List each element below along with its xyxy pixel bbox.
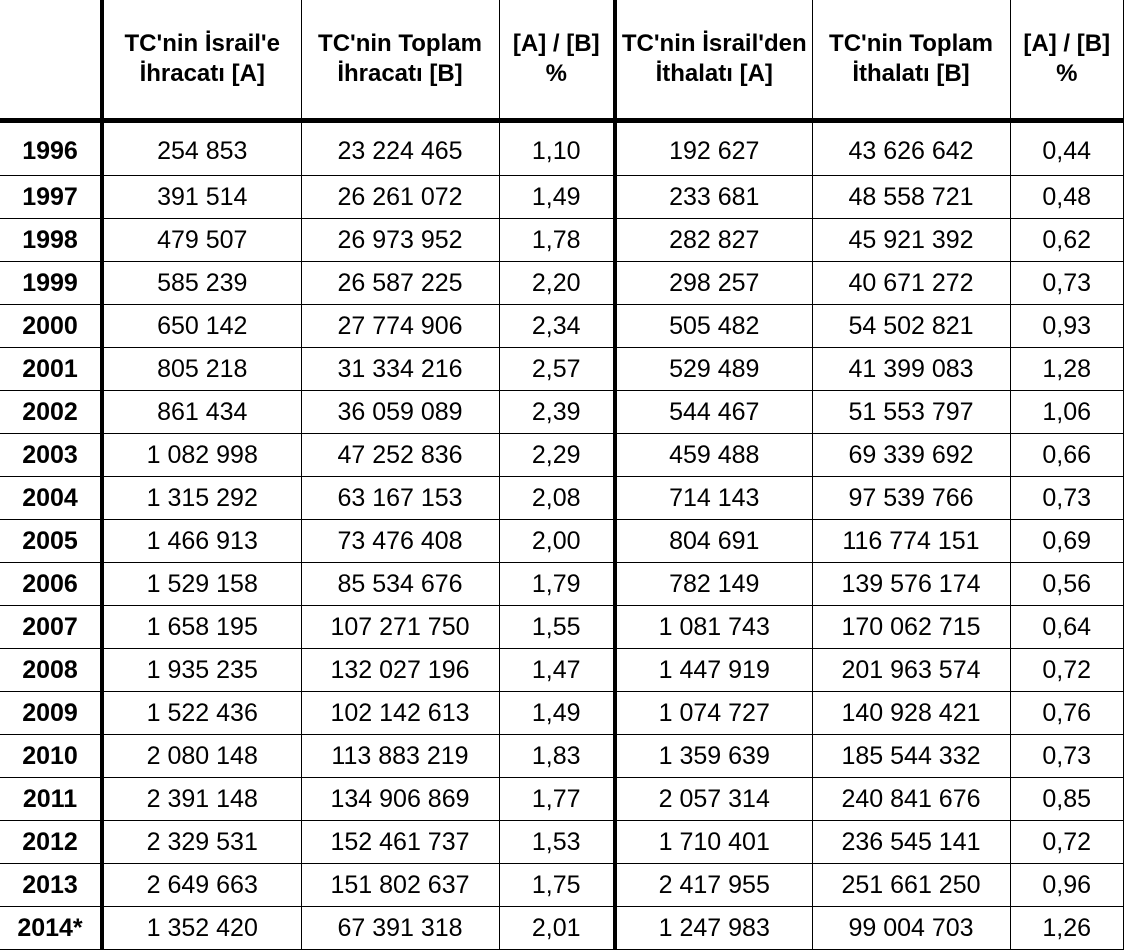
cell-total-export: 152 461 737 xyxy=(301,821,499,864)
cell-import-from-israel: 233 681 xyxy=(615,176,812,219)
cell-year: 2006 xyxy=(0,563,102,606)
table-row xyxy=(0,606,1124,649)
cell-year: 2005 xyxy=(0,520,102,563)
cell-export-ratio: 2,20 xyxy=(499,262,615,305)
cell-total-import: 41 399 083 xyxy=(812,348,1010,391)
table-body xyxy=(0,121,1124,950)
cell-import-from-israel: 1 359 639 xyxy=(615,735,812,778)
cell-total-export: 85 534 676 xyxy=(301,563,499,606)
header-import-from-israel: TC'nin İsrail'den İthalatı [A] xyxy=(615,0,812,121)
table-row xyxy=(0,692,1124,735)
cell-year: 2011 xyxy=(0,778,102,821)
header-export-to-israel: TC'nin İsrail'e İhracatı [A] xyxy=(102,0,301,121)
cell-total-import: 69 339 692 xyxy=(812,434,1010,477)
cell-total-import: 43 626 642 xyxy=(812,121,1010,176)
cell-import-ratio: 0,62 xyxy=(1010,219,1124,262)
cell-total-import: 97 539 766 xyxy=(812,477,1010,520)
cell-year: 2004 xyxy=(0,477,102,520)
cell-export-ratio: 2,01 xyxy=(499,907,615,950)
cell-import-from-israel: 282 827 xyxy=(615,219,812,262)
cell-total-import: 185 544 332 xyxy=(812,735,1010,778)
cell-import-from-israel: 1 710 401 xyxy=(615,821,812,864)
cell-total-export: 27 774 906 xyxy=(301,305,499,348)
cell-total-import: 170 062 715 xyxy=(812,606,1010,649)
cell-import-ratio: 0,73 xyxy=(1010,262,1124,305)
cell-import-ratio: 0,44 xyxy=(1010,121,1124,176)
cell-import-from-israel: 544 467 xyxy=(615,391,812,434)
cell-export-to-israel: 585 239 xyxy=(102,262,301,305)
cell-export-ratio: 2,00 xyxy=(499,520,615,563)
cell-year: 2007 xyxy=(0,606,102,649)
header-export-ratio: [A] / [B] % xyxy=(499,0,615,121)
cell-year: 2000 xyxy=(0,305,102,348)
cell-export-ratio: 1,10 xyxy=(499,121,615,176)
cell-year: 1997 xyxy=(0,176,102,219)
cell-import-ratio: 1,06 xyxy=(1010,391,1124,434)
cell-import-from-israel: 505 482 xyxy=(615,305,812,348)
cell-export-ratio: 1,49 xyxy=(499,176,615,219)
cell-total-export: 107 271 750 xyxy=(301,606,499,649)
cell-total-import: 251 661 250 xyxy=(812,864,1010,907)
cell-total-export: 151 802 637 xyxy=(301,864,499,907)
header-total-import: TC'nin Toplam İthalatı [B] xyxy=(812,0,1010,121)
cell-import-from-israel: 2 417 955 xyxy=(615,864,812,907)
cell-total-import: 201 963 574 xyxy=(812,649,1010,692)
table-row xyxy=(0,434,1124,477)
cell-export-to-israel: 650 142 xyxy=(102,305,301,348)
cell-total-export: 26 587 225 xyxy=(301,262,499,305)
cell-total-import: 140 928 421 xyxy=(812,692,1010,735)
cell-export-ratio: 1,47 xyxy=(499,649,615,692)
cell-total-import: 139 576 174 xyxy=(812,563,1010,606)
table-row xyxy=(0,176,1124,219)
cell-export-to-israel: 1 315 292 xyxy=(102,477,301,520)
table-row xyxy=(0,219,1124,262)
cell-year: 2002 xyxy=(0,391,102,434)
table-row xyxy=(0,305,1124,348)
cell-export-to-israel: 2 391 148 xyxy=(102,778,301,821)
cell-total-export: 26 973 952 xyxy=(301,219,499,262)
cell-export-to-israel: 1 658 195 xyxy=(102,606,301,649)
cell-total-import: 54 502 821 xyxy=(812,305,1010,348)
table-row xyxy=(0,348,1124,391)
cell-export-ratio: 2,57 xyxy=(499,348,615,391)
cell-export-ratio: 2,29 xyxy=(499,434,615,477)
cell-year: 2013 xyxy=(0,864,102,907)
cell-import-from-israel: 804 691 xyxy=(615,520,812,563)
cell-export-to-israel: 2 329 531 xyxy=(102,821,301,864)
cell-import-from-israel: 1 081 743 xyxy=(615,606,812,649)
cell-import-from-israel: 1 074 727 xyxy=(615,692,812,735)
cell-import-from-israel: 459 488 xyxy=(615,434,812,477)
cell-total-export: 67 391 318 xyxy=(301,907,499,950)
table-row xyxy=(0,477,1124,520)
cell-year: 2014* xyxy=(0,907,102,950)
cell-export-ratio: 2,39 xyxy=(499,391,615,434)
header-import-ratio: [A] / [B] % xyxy=(1010,0,1124,121)
cell-export-ratio: 2,08 xyxy=(499,477,615,520)
cell-total-export: 134 906 869 xyxy=(301,778,499,821)
cell-export-to-israel: 1 082 998 xyxy=(102,434,301,477)
cell-export-to-israel: 1 529 158 xyxy=(102,563,301,606)
cell-export-to-israel: 805 218 xyxy=(102,348,301,391)
cell-import-from-israel: 2 057 314 xyxy=(615,778,812,821)
cell-export-to-israel: 391 514 xyxy=(102,176,301,219)
cell-import-ratio: 1,28 xyxy=(1010,348,1124,391)
cell-total-import: 40 671 272 xyxy=(812,262,1010,305)
cell-import-from-israel: 529 489 xyxy=(615,348,812,391)
cell-export-to-israel: 2 649 663 xyxy=(102,864,301,907)
cell-export-ratio: 1,83 xyxy=(499,735,615,778)
cell-total-import: 51 553 797 xyxy=(812,391,1010,434)
table-row xyxy=(0,262,1124,305)
cell-year: 2003 xyxy=(0,434,102,477)
cell-total-import: 240 841 676 xyxy=(812,778,1010,821)
cell-total-export: 132 027 196 xyxy=(301,649,499,692)
cell-import-ratio: 0,66 xyxy=(1010,434,1124,477)
cell-export-ratio: 1,55 xyxy=(499,606,615,649)
cell-export-to-israel: 254 853 xyxy=(102,121,301,176)
header-year xyxy=(0,0,102,121)
cell-total-import: 116 774 151 xyxy=(812,520,1010,563)
cell-import-from-israel: 782 149 xyxy=(615,563,812,606)
cell-export-ratio: 1,53 xyxy=(499,821,615,864)
cell-import-from-israel: 298 257 xyxy=(615,262,812,305)
cell-year: 2009 xyxy=(0,692,102,735)
cell-import-ratio: 0,72 xyxy=(1010,649,1124,692)
table-row xyxy=(0,520,1124,563)
table-row xyxy=(0,649,1124,692)
cell-export-to-israel: 1 466 913 xyxy=(102,520,301,563)
table-row xyxy=(0,735,1124,778)
cell-import-ratio: 0,69 xyxy=(1010,520,1124,563)
cell-import-from-israel: 1 447 919 xyxy=(615,649,812,692)
cell-import-ratio: 0,73 xyxy=(1010,735,1124,778)
header-row xyxy=(0,0,1124,121)
cell-year: 2012 xyxy=(0,821,102,864)
cell-import-from-israel: 192 627 xyxy=(615,121,812,176)
cell-import-ratio: 0,56 xyxy=(1010,563,1124,606)
cell-year: 1998 xyxy=(0,219,102,262)
table-row xyxy=(0,391,1124,434)
cell-year: 1996 xyxy=(0,121,102,176)
cell-total-export: 47 252 836 xyxy=(301,434,499,477)
table-row xyxy=(0,778,1124,821)
cell-export-to-israel: 2 080 148 xyxy=(102,735,301,778)
cell-import-ratio: 0,93 xyxy=(1010,305,1124,348)
cell-export-to-israel: 861 434 xyxy=(102,391,301,434)
cell-year: 2001 xyxy=(0,348,102,391)
cell-export-to-israel: 1 522 436 xyxy=(102,692,301,735)
cell-year: 2008 xyxy=(0,649,102,692)
table-row xyxy=(0,121,1124,176)
cell-import-ratio: 0,76 xyxy=(1010,692,1124,735)
cell-import-ratio: 0,64 xyxy=(1010,606,1124,649)
cell-import-from-israel: 1 247 983 xyxy=(615,907,812,950)
cell-import-ratio: 0,48 xyxy=(1010,176,1124,219)
table-row xyxy=(0,864,1124,907)
cell-export-ratio: 1,79 xyxy=(499,563,615,606)
cell-export-ratio: 1,49 xyxy=(499,692,615,735)
cell-total-import: 236 545 141 xyxy=(812,821,1010,864)
cell-total-export: 36 059 089 xyxy=(301,391,499,434)
cell-total-export: 26 261 072 xyxy=(301,176,499,219)
cell-year: 2010 xyxy=(0,735,102,778)
cell-import-ratio: 0,73 xyxy=(1010,477,1124,520)
cell-import-ratio: 0,85 xyxy=(1010,778,1124,821)
cell-total-export: 113 883 219 xyxy=(301,735,499,778)
cell-year: 1999 xyxy=(0,262,102,305)
cell-total-export: 102 142 613 xyxy=(301,692,499,735)
cell-total-export: 23 224 465 xyxy=(301,121,499,176)
cell-total-export: 31 334 216 xyxy=(301,348,499,391)
cell-export-ratio: 2,34 xyxy=(499,305,615,348)
table-row xyxy=(0,563,1124,606)
cell-export-to-israel: 1 935 235 xyxy=(102,649,301,692)
cell-export-ratio: 1,78 xyxy=(499,219,615,262)
cell-import-ratio: 1,26 xyxy=(1010,907,1124,950)
cell-export-to-israel: 1 352 420 xyxy=(102,907,301,950)
cell-total-import: 45 921 392 xyxy=(812,219,1010,262)
cell-import-ratio: 0,96 xyxy=(1010,864,1124,907)
cell-total-export: 63 167 153 xyxy=(301,477,499,520)
cell-import-from-israel: 714 143 xyxy=(615,477,812,520)
table-row xyxy=(0,907,1124,950)
cell-export-ratio: 1,75 xyxy=(499,864,615,907)
cell-total-import: 99 004 703 xyxy=(812,907,1010,950)
cell-import-ratio: 0,72 xyxy=(1010,821,1124,864)
cell-export-to-israel: 479 507 xyxy=(102,219,301,262)
cell-total-import: 48 558 721 xyxy=(812,176,1010,219)
cell-export-ratio: 1,77 xyxy=(499,778,615,821)
table-row xyxy=(0,821,1124,864)
header-total-export: TC'nin Toplam İhracatı [B] xyxy=(301,0,499,121)
cell-total-export: 73 476 408 xyxy=(301,520,499,563)
